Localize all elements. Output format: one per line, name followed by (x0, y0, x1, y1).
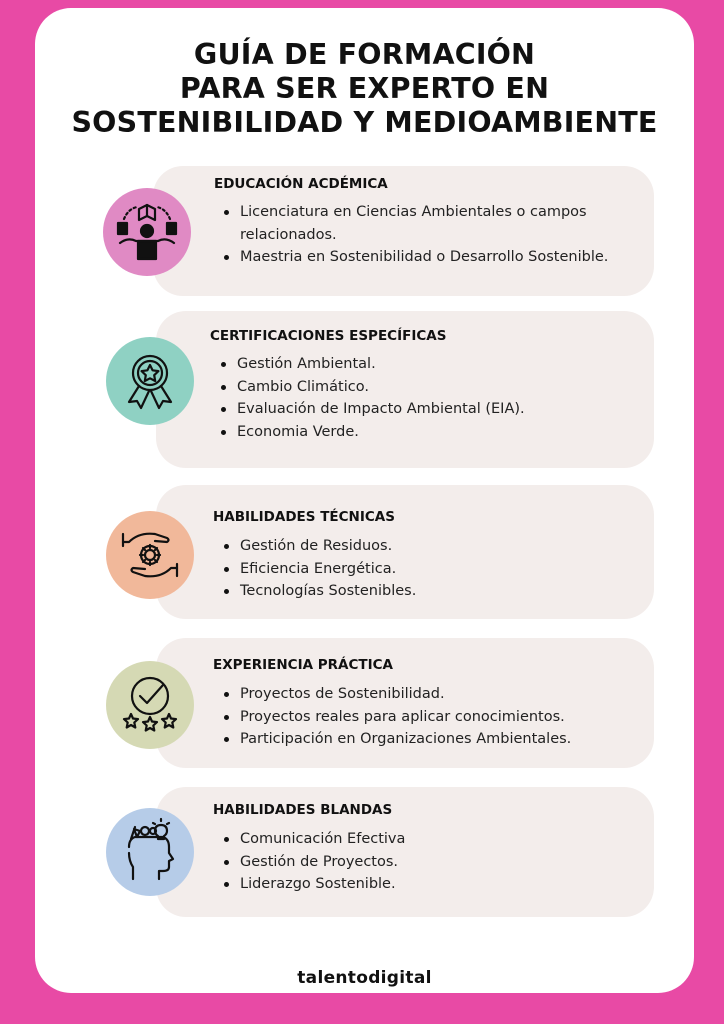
list-item: Gestión de Proyectos. (222, 851, 642, 874)
list-item: Licenciatura en Ciencias Ambientales o campos relacionados. (222, 201, 642, 246)
juggling-books-icon (103, 188, 191, 276)
section-heading: CERTIFICACIONES ESPECÍFICAS (210, 328, 447, 344)
title-line-3: SOSTENIBILIDAD Y MEDIOAMBIENTE (71, 106, 658, 139)
section-educacion-academica (153, 166, 654, 296)
section-habilidades-blandas (156, 787, 654, 917)
list-item: Proyectos de Sostenibilidad. (222, 683, 647, 706)
section-certificaciones (156, 311, 654, 468)
section-heading: HABILIDADES TÉCNICAS (213, 509, 395, 525)
list-item: Tecnologías Sostenibles. (222, 580, 642, 603)
infographic-card (35, 8, 694, 993)
section-list (222, 828, 642, 896)
section-experiencia-practica (156, 638, 654, 768)
section-list (222, 535, 642, 603)
section-heading: EDUCACIÓN ACDÉMICA (214, 176, 388, 192)
section-heading: EXPERIENCIA PRÁCTICA (213, 657, 393, 673)
page-title (35, 38, 694, 140)
section-habilidades-tecnicas (156, 485, 654, 619)
list-item: Evaluación de Impacto Ambiental (EIA). (219, 398, 639, 421)
award-badge-icon (106, 337, 194, 425)
list-item: Liderazgo Sostenible. (222, 873, 642, 896)
section-list (219, 353, 639, 443)
list-item: Gestión Ambiental. (219, 353, 639, 376)
section-heading: HABILIDADES BLANDAS (213, 802, 393, 818)
list-item: Cambio Climático. (219, 376, 639, 399)
section-list (222, 201, 642, 269)
list-item: Participación en Organizaciones Ambientales. (222, 728, 647, 751)
title-line-2: PARA SER EXPERTO EN (179, 72, 550, 105)
list-item: Eficiencia Energética. (222, 558, 642, 581)
list-item: Proyectos reales para aplicar conocimientos. (222, 706, 647, 729)
section-list (222, 683, 647, 751)
check-stars-icon (106, 661, 194, 749)
list-item: Maestria en Sostenibilidad o Desarrollo Sostenible. (222, 246, 642, 269)
title-line-1: GUÍA DE FORMACIÓN (193, 38, 536, 71)
list-item: Gestión de Residuos. (222, 535, 642, 558)
list-item: Economia Verde. (219, 421, 639, 444)
brand-logo: talentodigital (297, 968, 432, 988)
list-item: Comunicación Efectiva (222, 828, 642, 851)
head-ideas-icon (106, 808, 194, 896)
hands-gear-icon (106, 511, 194, 599)
